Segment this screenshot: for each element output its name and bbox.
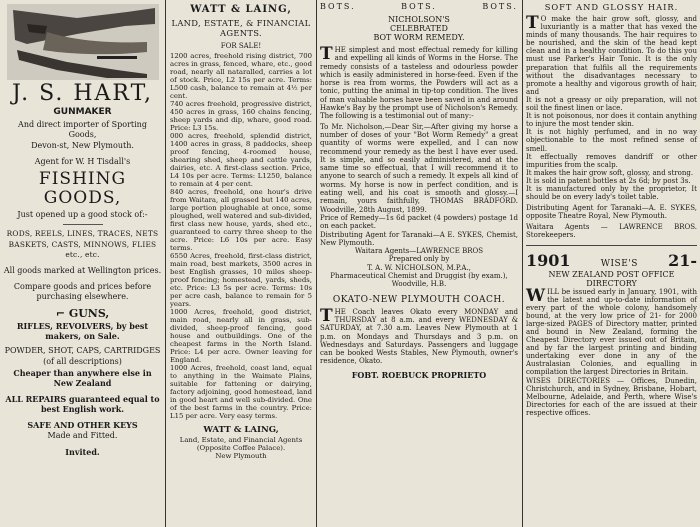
listing: 1000 Acres, freehold, coast land, equal to anything in the Waimate Plains, suitable for fattening or dairying, factory adjoining, good homestead, land in good heart and well sub-divided. One of the best farms in the country. Price: L15 per acre. Very easy terms. — [170, 364, 312, 420]
coach-title: OKATO-NEW PLYMOUTH COACH. — [332, 294, 506, 305]
directory-year: 1901 — [526, 250, 571, 270]
cheaper-line: Cheaper than anywhere else in New Zealand — [13, 367, 152, 388]
for-sale-heading: FOR SALE! — [220, 42, 262, 50]
fishing-goods-heading: FISHING GOODS, — [38, 169, 127, 208]
preparer-details: Pharmaceutical Chemist and Druggist (by exam.), Woodville, H.B. — [330, 272, 508, 289]
hair-point: It is sold in patent bottles at 2s 6d; by post 3s. — [526, 176, 691, 185]
descriptions-line: (of all descriptions) — [43, 356, 122, 366]
listing: 6550 Acres, freehold, first-class district, main road, best markets, 3500 acres in best English grasses, 10 miles sheep-proof fencing; homestead, yards, sheds, etc. Price: L3 5s per acre. Terms: 10s per acre cash, balance to remain for 5 years. — [170, 252, 312, 308]
advertiser-name: J. S. HART, — [11, 81, 154, 106]
testimonial-letter: To Mr. Nicholson,—Dear Sir,—After giving my horse a number of doses of your "Bot Worm Remedy" a great quantity of worms were expelled, and I can now recommend your remedy as the best I have ever used. It is simple, and so easily administered, and at the same time so effectual, that I will recommend it to anyone to search of such a remedy. It expels all kind of worms. My horse is now in perfect condition, and is eating well, and his coat is smooth and glossy.—I remain, yours faithfully, THOMAS BRADFORD. Woodville, 28th August, 1899. — [320, 122, 518, 214]
hair-point: It is manufactured only by the proprietor, It should be on every lady's toilet table. — [526, 184, 697, 202]
proprietor-line: FOBT. ROEBUCK PROPRIETO — [351, 369, 487, 380]
goods-list-3: etc., etc. — [65, 250, 100, 260]
distributing-agent: Distributing Agent for Taranaki—A E. SYKES, Chemist, New Plymouth. — [320, 230, 518, 247]
wellington-prices: All goods marked at Wellington prices. — [3, 265, 162, 275]
opened-line: Just opened up a good stock of:- — [17, 210, 148, 219]
waitara-agents: Waitara Agents—LAWRENCE BROS — [354, 247, 484, 256]
drop-cap: T — [320, 305, 333, 326]
preparer-name: T. A. W. NICHOLSON, M.P.A., — [367, 263, 471, 272]
listing: 1000 Acres, freehold, good district, main road, nearly all in grass, sub-divided, sheep-proof fencing, good house and outbuildings. One of the cheapest farms in the North Island. Price: L4 per acre. Owner leaving for England. — [170, 308, 312, 364]
powder-line: POWDER, SHOT, CAPS, CARTRIDGES — [4, 345, 161, 355]
keys-line: SAFE AND OTHER KEYS — [27, 419, 138, 430]
rifles-line: RIFLES, REVOLVERS, by best makers, on Sale. — [16, 320, 149, 341]
goods-list-1: RODS, REELS, LINES, TRACES, NETS — [6, 229, 159, 238]
footer-subtitle: Land, Estate, and Financial Agents (Opposite Coffee Palace). — [179, 436, 303, 452]
header-word: BOTS. — [401, 2, 437, 11]
agent-line: Agent for W. H Tisdall's — [34, 157, 131, 166]
goods-list-2: BASKETS, CASTS, MINNOWS, FLIES — [8, 239, 157, 249]
compare-line: Compare goods and prices before purchasing elsewhere. — [13, 281, 152, 301]
hair-point: It effectually removes dandriff or other impurities from the scalp. — [526, 152, 697, 169]
bots-header — [320, 2, 518, 11]
remedy-body — [320, 46, 518, 121]
footer-firm: WATT & LAING, — [203, 425, 279, 435]
coach-body — [320, 305, 518, 366]
column-rule — [165, 0, 166, 527]
hair-waitara: Waitara Agents — LAWRENCE BROS. Storekeepers. — [526, 223, 697, 240]
guns-icon: ⌐ — [55, 306, 65, 320]
listing: 1200 acres, freehold rising district, 700 acres in grass, fenced, whare, etc., good road, nearly all nataralled, carries a lot of stock. Price, L2 15s per acre. Terms: L500 cash, balance to remain at 4½ per cent. — [170, 52, 312, 100]
divider — [63, 224, 103, 225]
hair-point: It is not a greasy or oily preparation, will not soil the finest linen or lace. — [526, 95, 697, 113]
hair-point: It is not poisonous, nor does it contain anything to injure the most tender skin. — [526, 112, 697, 129]
directory-brand: WISE'S — [600, 258, 638, 269]
guns-heading — [3, 307, 162, 320]
remedy-body-text: HE simplest and most effectual remedy for killing and expelling all kinds of Worms in the Horse. The remedy consists of a tasteless and odourless powder which is easily administered in horse-feed. Even if the horse is rea from worms, the Powders will act as a tonic, putting the animal in tip-top condition. The lives of man valuable horses have been saved in and around Hawke's Bay by the prompt use of Nicholson's Remedy. The following is a testimonial out of many:- — [320, 46, 518, 121]
importer-line: And direct importer of Sporting Goods, — [18, 120, 147, 139]
remedy-price: Price of Remedy—1s 6d packet (4 powders) postage 1d on each packet. — [320, 213, 518, 231]
gun-illustration — [7, 4, 159, 80]
hart-advert — [0, 0, 165, 527]
drop-cap: T — [526, 13, 539, 33]
hair-tonic-advert — [523, 0, 700, 527]
directory-title: NEW ZEALAND POST OFFICE DIRECTORY — [548, 269, 675, 288]
prepared-by: Prepared only by — [388, 255, 450, 264]
drop-cap: T — [320, 44, 333, 64]
invited-line: Invited. — [65, 446, 100, 457]
coach-body-text: HE Coach leaves Okato every MONDAY and THURSDAY at 8 a.m. and every WEDNESDAY & SATURDAY, at 7.30 a.m. Leaves New Plymouth at 1 p.m. on Mondays and Thursdays and 3 p.m. on Wednesdays and Saturdays. Passengers and luggage can be booked Wests Stables, New Plymouth, owner's residence, Okato. — [320, 307, 518, 366]
watt-laing-advert — [167, 0, 315, 527]
header-word: BOTS. — [320, 2, 356, 11]
remedy-title-3: BOT WORM REMEDY. — [373, 33, 465, 42]
guns-label: GUNS, — [68, 306, 110, 320]
hair-header: SOFT AND GLOSSY HAIR. — [544, 2, 679, 12]
hair-body — [526, 15, 697, 96]
firm-subtitle: LAND, ESTATE, & FINANCIAL AGENTS. — [171, 18, 311, 38]
directory-price: 21- — [668, 250, 697, 270]
hair-point: It is not highly perfumed, and in no way objectionable to the most refined sense of smell. — [526, 128, 697, 153]
listing: 840 acres, freehold, one hour's drive from Waitara, all grassed but 140 acres, large portion ploughable at once, some ploughed, well watered and sub-divided, first class new house, yards, shed etc., guaranteed to carry three sheep to the acre. Price: L6 10s per acre. Easy terms. — [170, 188, 312, 252]
directory-body — [526, 285, 697, 377]
hair-body-text: O make the hair grow soft, glossy, and luxuriantly is a matter that has vexed the minds of many thousands. The hair requires to be nourished, and the skin of the head kept clean and in a healthy condition. To do this you must use Parker's Hair Tonic. It is the only preparation that fulfils all the requirements without the disadvantages necessary to promote a healthy and vigorous growth of hair, and — [526, 15, 697, 96]
remedy-title-1: NICHOLSON'S — [388, 15, 450, 24]
remedy-title-2: CELEBRATED — [390, 24, 448, 33]
directory-body-text: ILL be issued early in January, 1901, with the latest and up-to-date information of every part of the whole colony, handsomely bound, at the very low price of 21- for 2000 large-sized PAGES of Directory matter, printed and bound in New Zealand, forming the Cheapest Directory ever issued out of Britain, and by far the largest printing and binding undertaking ever done in any of the Australasian Colonies, and equalling in compilation the largest Directories in Britain. — [526, 287, 697, 377]
drop-cap: W — [526, 285, 546, 306]
fitted-line: Made and Fitted. — [47, 430, 118, 440]
address-line: Devon-st, New Plymouth. — [31, 141, 134, 150]
divider — [526, 245, 697, 246]
directory-header — [526, 251, 697, 270]
trade-title: GUNMAKER — [53, 107, 112, 117]
repairs-line: ALL REPAIRS guaranteed equal to best English work. — [5, 393, 160, 414]
listing: 740 acres freehold, progressive district, 450 acres in grass, 160 chains fencing, sheep yards and dip, whare, good road. Price: L3 15s. — [170, 100, 312, 132]
hair-agent: Distributing Agent for Taranaki—A. E. SYKES, opposite Theatre Royal, New Plymouth. — [526, 204, 697, 221]
header-word: BOTS. — [482, 2, 518, 11]
bot-remedy-advert — [317, 0, 521, 527]
hair-point: It makes the hair grow soft, glossy, and strong. — [526, 168, 694, 177]
firm-title: WATT & LAING, — [190, 4, 292, 15]
footer-place: New Plymouth — [215, 452, 267, 460]
directory-offices: WISES DIRECTORIES — Offices, Dunedin, Christchurch, and in Sydney, Brisbane, Hobart, Melbourne, Adelaide, and Perth, where Wise's Directories for each of the are issued at their respective offices. — [526, 376, 697, 417]
listing: 000 acres, freehold, splendid district, 1400 acres in grass, 8 paddocks, sheep proof fencing, 4-roomed house, shearing shed, sheep and cattle yards, dairies, etc. A first-class section. Price, L4 10s per acre. Terms: L1250, balance to remain at 4 per cent. — [170, 132, 312, 188]
